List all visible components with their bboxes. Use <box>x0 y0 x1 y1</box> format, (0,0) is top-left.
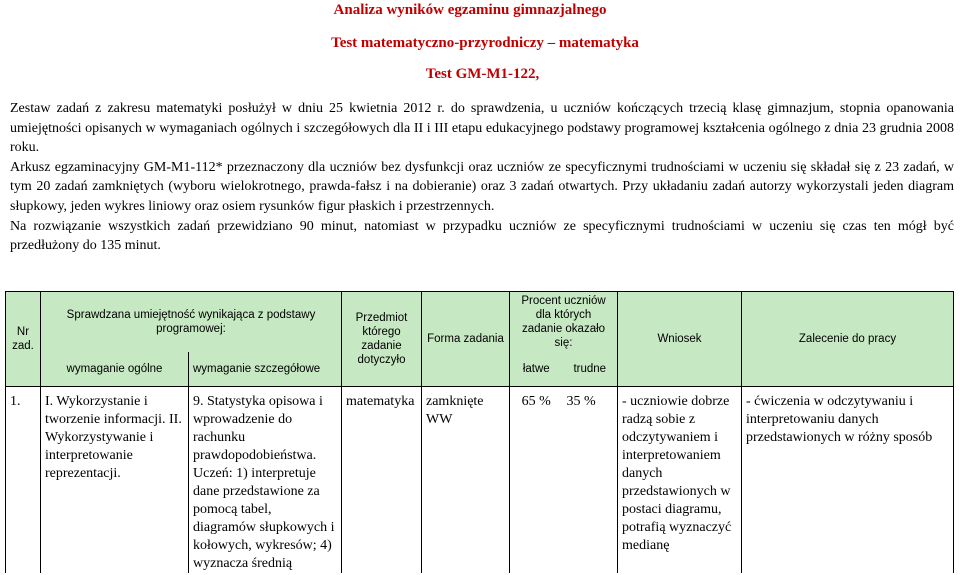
cell-conclusion: - uczniowie dobrze radzą sobie z odczytywaniem i interpretowaniem danych przedstawionych w postaci diagramu, potrafią wyznaczyć medianę <box>618 387 742 574</box>
cell-specific: 9. Statystyka opisowa i wprowadzenie do rachunku prawdopodobieństwa. Uczeń: 1) interpretuje dane przedstawione za pomocą tabel, diagramów słupkowych i kołowych, wykresów; 4) wyznacza średnią <box>189 387 342 574</box>
intro-paragraph-3: Na rozwiązanie wszystkich zadań przewidziano 90 minut, natomiast w przypadku uczniów ze specyficznymi trudnościami w uczeniu się czas ten mógł być przedłużony do 135 minut. <box>10 218 954 254</box>
header-subject: Przedmiot którego zadanie dotyczyło <box>342 292 422 387</box>
cell-recommendation: - ćwiczenia w odczytywaniu i interpretowaniu danych przedstawionych w różny sposób <box>742 387 954 574</box>
cell-nr: 1. <box>6 387 41 574</box>
header-hard: trudne <box>563 352 618 387</box>
header-easy: łatwe <box>510 352 563 387</box>
intro-paragraph-1: Zestaw zadań z zakresu matematyki posłużył w dniu 25 kwietnia 2012 r. do sprawdzenia, u uczniów kończących trzecią klasę gimnazjum, stopnia opanowania umiejętności opisanych w wymaganiach ogólnych i szczegółowych dla II i III etapu edukacyjnego podstawy programowej kształcenia ogólnego z dnia 23 grudnia 2008 roku. <box>10 101 954 156</box>
intro-paragraph-2: Arkusz egzaminacyjny GM-M1-112* przeznaczony dla uczniów bez dysfunkcji oraz uczniów ze specyficznymi trudnościami w uczeniu się składał się z 23 zadań, w tym 20 zadań zamkniętych (wyboru wielokrotnego, prawda-fałsz i na dobieranie) oraz 3 zadań otwartych. Przy układaniu zadań autorzy wykorzystali jeden diagram słupkowy, jeden wykres liniowy oraz osiem rysunków figur płaskich i przestrzennych. <box>10 159 954 214</box>
table-row <box>6 387 954 574</box>
results-table <box>5 291 954 573</box>
header-nr: Nr zad. <box>6 292 41 387</box>
document-title: Analiza wyników egzaminu gimnazjalnego <box>333 2 607 18</box>
header-skill-group: Sprawdzana umiejętność wynikająca z podstawy programowej: <box>41 292 342 353</box>
cell-subject: matematyka <box>342 387 422 574</box>
header-percent-group: Procent uczniów dla których zadanie okazało się: <box>510 292 618 353</box>
cell-hard: 35 % <box>563 387 618 574</box>
header-recommendation: Zalecenie do pracy <box>742 292 954 387</box>
header-general: wymaganie ogólne <box>41 352 189 387</box>
test-subtitle: Test matematyczno-przyrodniczy – matematyka <box>331 35 639 51</box>
cell-form: zamknięte WW <box>422 387 510 574</box>
test-code: Test GM-M1-122, <box>425 66 540 82</box>
header-specific: wymaganie szczegółowe <box>189 352 342 387</box>
cell-general: I. Wykorzystanie i tworzenie informacji. II. Wykorzystywanie i interpretowanie reprezentacji. <box>41 387 189 574</box>
header-form: Forma zadania <box>422 292 510 387</box>
intro-text <box>10 99 954 256</box>
cell-easy: 65 % <box>510 387 563 574</box>
header-conclusion: Wniosek <box>618 292 742 387</box>
